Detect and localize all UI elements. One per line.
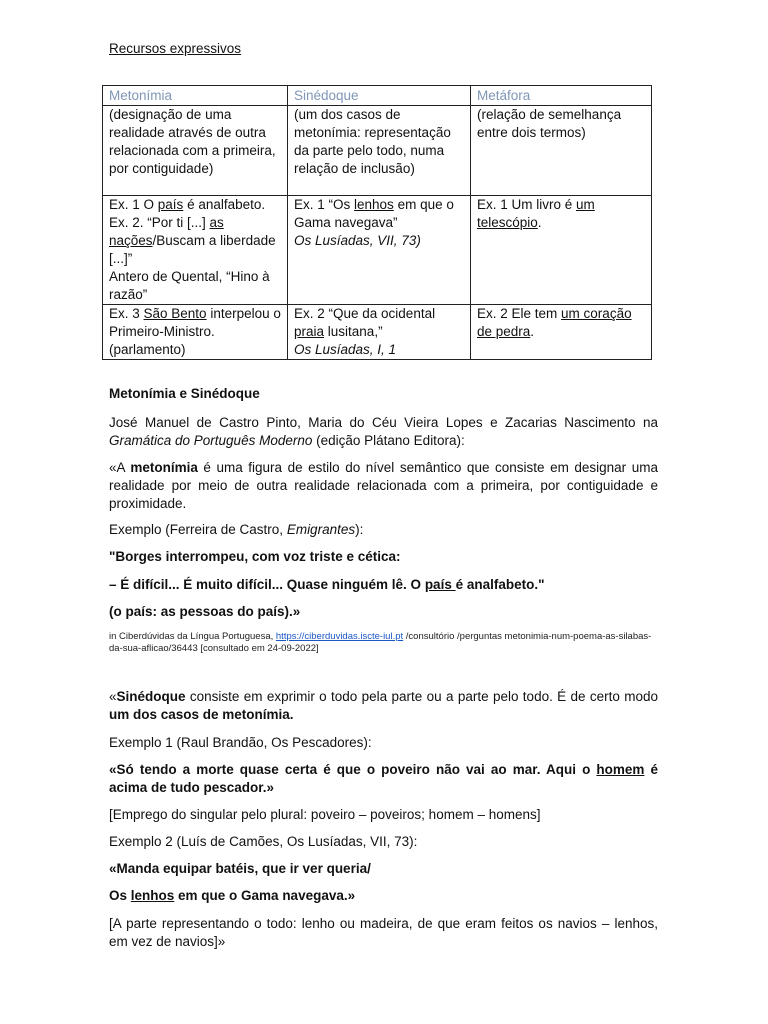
- text: lusitana,”: [324, 324, 383, 339]
- text: é uma figura de estilo do nível semântico que consiste em designar uma realidade por meio de outra realidade relacionada com a primeira, por contiguidade e proximidade.: [109, 460, 658, 511]
- example-label: [109, 521, 658, 539]
- underlined-term: lenhos: [354, 197, 394, 212]
- header-sinedoque: Sinédoque: [288, 86, 471, 106]
- example2-note: [A parte representando o todo: lenho ou madeira, de que eram feitos os navios – lenhos, em vez de navios]»: [109, 916, 658, 949]
- text: .: [537, 215, 542, 230]
- table-header-row: [103, 86, 652, 106]
- cell-ex2-metafora: [471, 305, 652, 360]
- reference-link[interactable]: https://ciberduvidas.iscte-iul.pt: [275, 631, 404, 642]
- cell-ex-metafora: [471, 196, 652, 305]
- example1-label: Exemplo 1 (Raul Brandão, Os Pescadores):: [109, 735, 372, 750]
- underlined-term: praia: [294, 324, 325, 339]
- text: ):: [355, 522, 364, 537]
- text: Ex. 2 Ele tem: [477, 306, 562, 321]
- source: Os Lusíadas, VII, 73): [294, 233, 421, 248]
- authors-paragraph: [109, 414, 658, 450]
- text: Exemplo (Ferreira de Castro,: [109, 522, 287, 537]
- emphasis: um dos casos de metonímia.: [109, 707, 294, 722]
- text: «Só tendo a morte quase certa é que o poveiro não vai ao mar. Aqui o: [109, 762, 597, 777]
- text: «: [109, 689, 117, 704]
- cell-def-metonimia: (designação de uma realidade através de outra relacionada com a primeira, por contiguidade): [103, 106, 288, 196]
- text: (edição Plátano Editora):: [312, 433, 465, 448]
- page-title: Recursos expressivos: [109, 41, 242, 56]
- text: Ex. 1 Um livro é: [477, 197, 577, 212]
- text: Ex. 3: [109, 306, 144, 321]
- example1-quote: [109, 761, 658, 797]
- text: é analfabeto.: [183, 197, 266, 212]
- text: Ex. 1 “Os: [294, 197, 355, 212]
- underlined-term: lenhos: [130, 888, 175, 903]
- section-heading: Metonímia e Sinédoque: [109, 386, 260, 401]
- underlined-term: São Bento: [143, 306, 207, 321]
- underlined-term: um telescópio: [477, 197, 595, 230]
- text: Ex. 2 “Que da ocidental: [294, 306, 436, 321]
- underlined-term: as nações: [109, 215, 224, 248]
- quote-line-1: "Borges interrompeu, com voz triste e cética:: [109, 549, 401, 564]
- text: «A: [109, 460, 131, 475]
- cell-def-metafora: (relação de semelhança entre dois termos): [471, 106, 652, 196]
- underlined-term: país: [424, 577, 456, 592]
- cell-def-sinedoque: (um dos casos de metonímia: representação da parte pelo todo, numa relação de inclusão): [288, 106, 471, 196]
- recursos-table: [102, 85, 652, 360]
- metonimia-definition: [109, 459, 658, 513]
- cell-ex-sinedoque: [288, 196, 471, 305]
- source: Os Lusíadas, I, 1: [294, 342, 397, 357]
- table-row-definitions: [103, 106, 652, 196]
- text: – É difícil... É muito difícil... Quase ninguém lê. O: [109, 577, 425, 592]
- source: Antero de Quental, “Hino à razão”: [109, 269, 270, 302]
- table-row-examples-1: [103, 196, 652, 305]
- quote-line-3: (o país: as pessoas do país).»: [109, 604, 301, 619]
- underlined-term: um coração de pedra: [477, 306, 632, 339]
- example2-label: Exemplo 2 (Luís de Camões, Os Lusíadas, VII, 73):: [109, 834, 418, 849]
- term: Sinédoque: [116, 689, 186, 704]
- underlined-term: homem: [596, 762, 645, 777]
- text: Ex. 2. “Por ti [...]: [109, 215, 210, 230]
- text: .: [530, 324, 535, 339]
- text: Ex. 1 O: [109, 197, 158, 212]
- sinedoque-definition: [109, 688, 658, 724]
- book-title: Emigrantes: [286, 522, 356, 537]
- text: Os: [109, 888, 131, 903]
- table-row-examples-2: [103, 305, 652, 360]
- cell-ex2-sinedoque: [288, 305, 471, 360]
- example1-note: [Emprego do singular pelo plural: poveiro – poveiros; homem – homens]: [109, 807, 541, 822]
- header-metafora: Metáfora: [471, 86, 652, 106]
- text: /consultório /perguntas metonimia-num-poema-as-silabas-da-sua-aflicao/36443 [consultado em 24-09-2022]: [109, 631, 652, 654]
- cell-ex-metonimia: [103, 196, 288, 305]
- reference: [109, 631, 658, 655]
- text: in Ciberdúvidas da Língua Portuguesa,: [109, 631, 276, 642]
- text: é acima de tudo pescador.»: [109, 762, 658, 795]
- text: em que o Gama navegava”: [294, 197, 454, 230]
- underlined-term: país: [157, 197, 184, 212]
- text: é analfabeto.": [455, 577, 545, 592]
- note: (parlamento): [109, 342, 186, 357]
- text: José Manuel de Castro Pinto, Maria do Céu Vieira Lopes e Zacarias Nascimento na: [109, 415, 658, 430]
- text: /Buscam a liberdade [...]”: [109, 233, 276, 266]
- term: metonímia: [130, 460, 198, 475]
- example2-line-1: «Manda equipar batéis, que ir ver queria/: [109, 861, 371, 876]
- header-metonimia: Metonímia: [103, 86, 288, 106]
- text: interpelou o Primeiro-Ministro.: [109, 306, 281, 339]
- book-title: Gramática do Português Moderno: [109, 433, 313, 448]
- text: em que o Gama navegava.»: [174, 888, 356, 903]
- cell-ex3-metonimia: [103, 305, 288, 360]
- quote-line-2: [109, 576, 658, 594]
- text: consiste em exprimir o todo pela parte ou a parte pelo todo. É de certo modo: [185, 689, 658, 704]
- example2-line-2: [109, 887, 658, 905]
